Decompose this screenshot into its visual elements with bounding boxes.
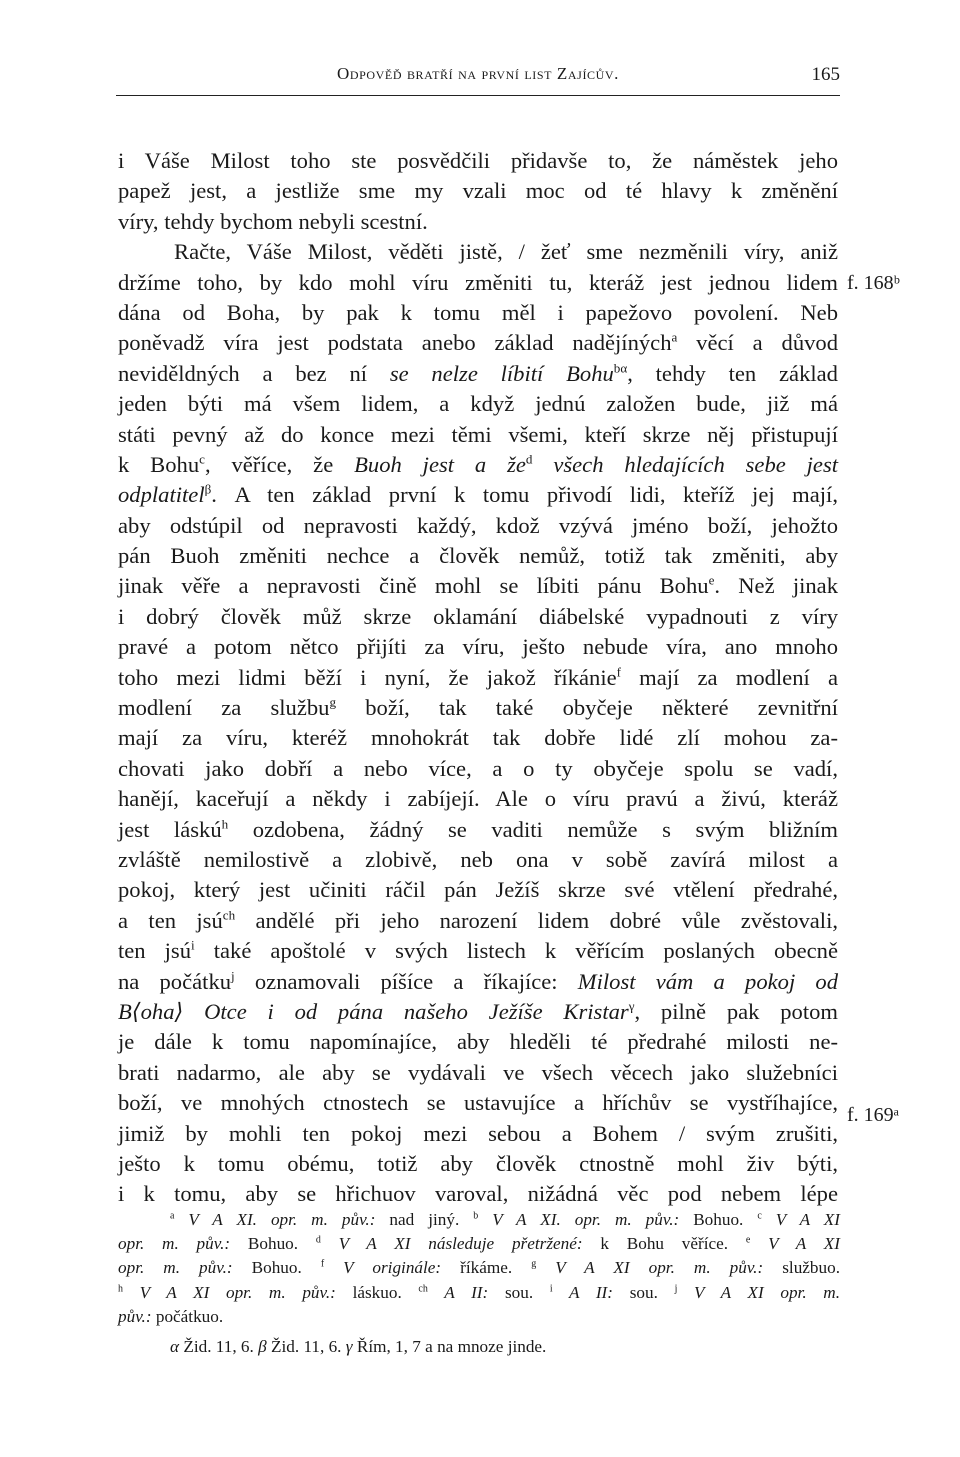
footnote-ref: a [671, 329, 678, 345]
footnote-ref: f [616, 664, 621, 680]
text-line: mají za víru, kteréž mnohokrát tak dobře lidé zlí mohou za- [118, 725, 838, 751]
footnote-ref: ch [222, 907, 236, 923]
text-line: i dobrý člověk můž skrze oklamání diábelské vypadnouti z víry [118, 603, 838, 629]
text-line: ten jsú$^i$ také apoštolé v svých listech k věřícím poslaných obecně [118, 937, 838, 964]
footnote-ref: j [231, 968, 235, 984]
text-line: na počátku$^j$ oznamovali píšíce a říkajíce: Milost vám a pokoj od [118, 968, 839, 994]
footnote-line: $^a$ V A XI. opr. m. pův.: nad jiný. $^b$ V A XI. opr. m. pův.: Bohuo. $^c$ V A XI [170, 1210, 840, 1229]
text-line: modlení za službu$^g$ boží, tak také obyčeje některé zevnitřní [118, 694, 838, 721]
text-line: pokoj, který jest učiniti ráčil pán Ježíš skrze své vtělení předrahé, [118, 877, 838, 903]
footnote-ref: γ [628, 998, 635, 1014]
text-line: boží, ve mnohých ctnostech se ustavujíce a hříchův se vystříhajíce, [118, 1090, 838, 1116]
footnote-line: $^h$ V A XI opr. m. pův.: láskuo. $^{ch}$ A II: sou. $^i$ A II: sou. $^j$ V A XI opr. m. [118, 1282, 841, 1302]
text-line: pán Buoh změniti nechce a člověk nemůž, totiž tak změniti, aby [118, 543, 838, 569]
text-line: pravé a potom nětco přijíti za víru, ješto nebude víra, ano mnoho [118, 634, 838, 660]
text-line: jeden býti má všem lidem, a když jednú založen bude, již má [118, 391, 838, 417]
text-line: hanějí, kaceřují a někdy i zabíjejí. Ale o víru pravú a živú, kteráž [118, 786, 838, 812]
main-text [118, 146, 838, 1210]
text-line: papež jest, a jestliže sme my vzali moc od té hlavy k změnění [118, 178, 838, 204]
text-line: aby odstúpil od nepravosti každý, kdož vzývá jméno boží, jehožto [118, 512, 838, 538]
footnote-ref: bα [613, 360, 628, 376]
footnote-ref: e [708, 572, 715, 588]
text-line: i k tomu, aby se hřichuov varoval, nižádná věc pod nebem lépe [118, 1181, 838, 1207]
footnote-line: opr. m. pův.: Bohuo. $^d$ V A XI následuje přetržené: k Bohu věříce. $^e$ V A XI [118, 1234, 840, 1254]
text-line: toho mezi lidmi běží i nyní, že jakož říkánie$^f$ mají za modlení a [118, 664, 838, 690]
text-line: zvláště nemilostivě a zlobivě, neb ona v sobě zavírá milost a [118, 846, 838, 872]
page-number: 165 [811, 64, 840, 85]
text-line: jest láskú$^h$ ozdobena, žádný se vaditi nemůže s svým bližním [118, 816, 838, 842]
footnote-line: pův.: počátkuo. [118, 1306, 224, 1326]
text-line: jimiž by mohli ten pokoj mezi sebou a Bohem / svým zrušiti, [118, 1120, 838, 1146]
page-header [116, 62, 840, 96]
text-line: víry, tehdy bychom nebyli scestní. [118, 208, 428, 234]
folio-note-168b: f. 168ᵇ [847, 272, 900, 294]
text-line: jinak věře a nepravosti čině mohl se líbiti pánu Bohu$^e$. Než jinak [118, 572, 838, 599]
text-line: je dále k tomu napomínajíce, aby hleděli té předrahé milosti ne- [118, 1029, 838, 1055]
text-line: k Bohu$^c$, věříce, že Buoh jest a $že^d$ všech hledajících sebe jest [118, 451, 839, 477]
footnote-ref: β [204, 481, 212, 497]
footnotes [118, 1208, 840, 1359]
footnote-ref: h [221, 816, 229, 832]
text-line: Račte, Váše Milost, věděti jistě, / žeť sme nezměnili víry, aniž [174, 239, 838, 265]
text-line: držíme toho, by kdo mohl víru změniti tu, kteráž jest jednou lidem [118, 269, 838, 295]
text-line: brati nadarmo, ale aby se vydávali ve všech věcech jako služebníci [118, 1059, 838, 1085]
text-line: chovati jako dobří a nebo více, a o ty obyčeje spolu se vadí, [118, 755, 838, 781]
footnote-ref: i [191, 937, 195, 953]
folio-note-169a: f. 169ᵃ [847, 1104, 900, 1126]
scripture-references: α Žid. 11, 6. β Žid. 11, 6. γ Řím, 1, 7 a na mnoze jinde. [170, 1336, 547, 1356]
text-line: státi pevný až do konce mezi těmi všemi, kteří skrze něj přistupují [118, 421, 838, 447]
text-line: i Váše Milost toho ste posvědčili přidavše to, že náměstek jeho [118, 148, 838, 173]
footnote-ref: c [199, 451, 205, 467]
text-line: poněvadž víra jest podstata anebo základ nadějíných$^a$ věcí a důvod [118, 329, 839, 356]
running-title: Odpověď bratří na první list Zajícův. [336, 64, 620, 83]
text-line: ješto k tomu obému, totiž aby člověk ctnostně mohl živ býti, [118, 1150, 838, 1176]
text-line: odplatitel$^\beta$. A ten základ první k tomu přivodí lidi, kteříž jej mají, [118, 481, 838, 508]
text-line: dána od Boha, by pak k tomu měl i papežovo povolení. Neb [118, 299, 838, 325]
text-line: a ten jsú$^{ch}$ andělé při jeho narození lidem dobré vůle zvěstovali, [118, 907, 839, 933]
text-line: neviděldných a bez ní se nelze líbití Bohu$^{b\alpha}$, tehdy ten základ [118, 360, 838, 386]
footnote-line: opr. m. pův.: Bohuo. $^f$ V originále: říkáme. $^g$ V A XI opr. m. pův.: službuo. [118, 1258, 840, 1278]
header-rule [116, 95, 840, 96]
text-line: B⟨oha⟩ Otce i od pána našeho Ježíše Kristar$^\gamma$, pilně pak potom [118, 998, 838, 1024]
footnote-ref: d [525, 451, 533, 467]
footnote-ref: g [329, 694, 337, 710]
